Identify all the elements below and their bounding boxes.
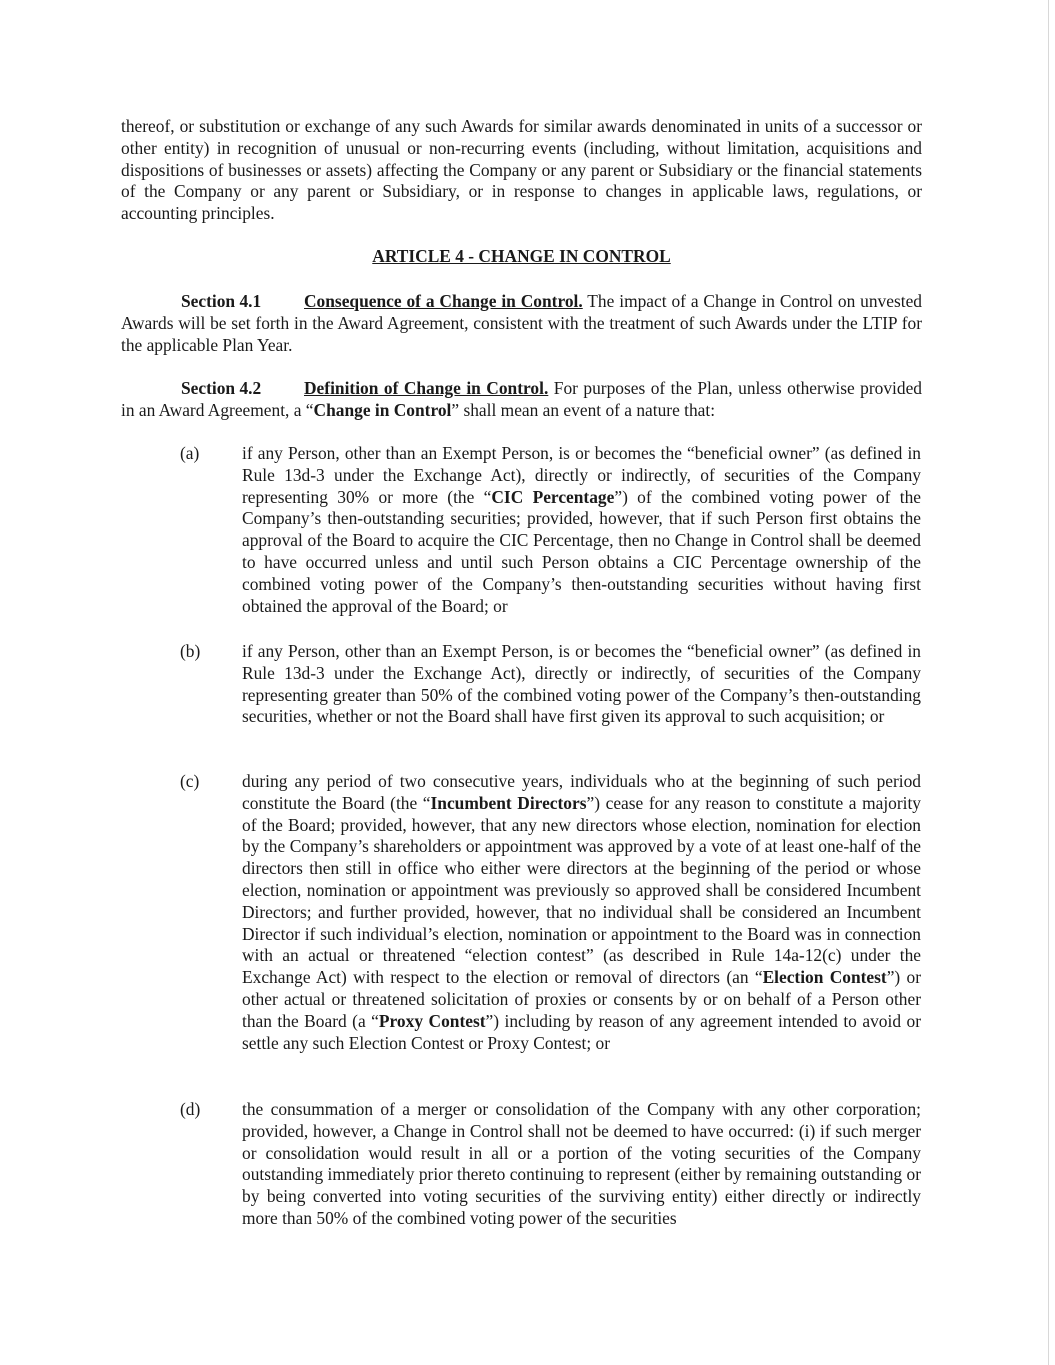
item-text: during any period of two consecutive years, individuals who at the beginning of such period constitute the Board (the “ [242, 771, 921, 813]
defined-term: Change in Control [313, 399, 452, 420]
page-edge-line [1048, 0, 1049, 1365]
section-number: Section 4.1 [181, 291, 262, 311]
item-text: ”) or other actual or threatened solicitation of proxies or consents by or on behalf of a Person other than the Board (a “ [242, 967, 921, 1031]
item-label-c: (c) [180, 771, 200, 791]
section-text: For purposes of the Plan, unless otherwise provided in an Award Agreement, a “ [121, 378, 922, 420]
section-number: Section 4.2 [181, 378, 262, 398]
item-label-b: (b) [180, 641, 201, 661]
item-text-c [242, 771, 921, 1054]
section-text: ” shall mean an event of a nature that: [451, 399, 716, 420]
defined-term: Proxy Contest [378, 1010, 486, 1031]
defined-term: Incumbent Directors [430, 792, 587, 813]
item-label-d: (d) [180, 1099, 201, 1119]
intro-paragraph: thereof, or substitution or exchange of any such Awards for similar awards denominated in units of a successor or other entity) in recognition of unusual or non-recurring events (including, without limitation, acquisitions and dispositions of businesses or assets) affecting the Company or any parent or Subsidiary or the financial statements of the Company or any parent or Subsidiary, or in response to changes in applicable laws, regulations, or accounting principles. [121, 116, 922, 224]
section-title: Consequence of a Change in Control. [304, 291, 583, 311]
section-4-1-paragraph [121, 291, 922, 356]
item-text-d: the consummation of a merger or consolidation of the Company with any other corporation; provided, however, a Change in Control shall not be deemed to have occurred: (i) if such merger or consolidation would result in all or a portion of the voting securities of the Company outstanding immediately prior thereto continuing to represent (either by remaining outstanding or by being converted into voting securities of the surviving entity) either directly or indirectly more than 50% of the combined voting power of the securities [242, 1099, 921, 1228]
section-4-2-paragraph [121, 378, 922, 422]
item-text: ”) including by reason of any agreement intended to avoid or settle any such Election Contest or Proxy Contest; or [242, 1010, 921, 1053]
item-text-b: if any Person, other than an Exempt Person, is or becomes the “beneficial owner” (as defined in Rule 13d-3 under the Exchange Act), directly or indirectly, of securities of the Company representing greater than 50% of the combined voting power of the Company’s then-outstanding securities, whether or not the Board shall have first given its approval to such acquisition; or [242, 641, 921, 727]
article-heading: ARTICLE 4 - CHANGE IN CONTROL [372, 246, 671, 266]
item-text: ”) of the combined voting power of the Company’s then-outstanding securities; provided, however, that if such Person first obtains the approval of the Board to acquire the CIC Percentage, then no Change in Control shall be deemed to have occurred unless and until such Person obtains a CIC Percentage ownership of the combined voting power of the Company’s then-outstanding securities without having first obtained the approval of the Board; or [242, 486, 921, 616]
section-title: Definition of Change in Control. [304, 378, 549, 398]
item-text-a [242, 443, 921, 617]
section-text: The impact of a Change in Control on unvested Awards will be set forth in the Award Agreement, consistent with the treatment of such Awards under the LTIP for the applicable Plan Year. [121, 291, 922, 355]
item-text: ”) cease for any reason to constitute a majority of the Board; provided, however, that any new directors whose election, nomination for election by the Company’s shareholders or appointment was approved by a vote of at least one-half of the directors then still in office who either were directors at the beginning of the period or whose election, nomination or appointment was previously so approved shall be considered Incumbent Directors; and further provided, however, that no individual shall be considered an Incumbent Director if such individual’s election, nomination or appointment to the Board was in connection with an actual or threatened “election contest” (as described in Rule 14a-12(c) under the Exchange Act) with respect to the election or removal of directors (an “ [242, 792, 921, 988]
item-text: if any Person, other than an Exempt Person, is or becomes the “beneficial owner” (as defined in Rule 13d-3 under the Exchange Act), directly or indirectly, of securities of the Company representing 30% or more (the “ [242, 443, 921, 507]
item-label-a: (a) [180, 443, 200, 463]
defined-term: CIC Percentage [491, 486, 615, 507]
defined-term: Election Contest [762, 967, 887, 988]
